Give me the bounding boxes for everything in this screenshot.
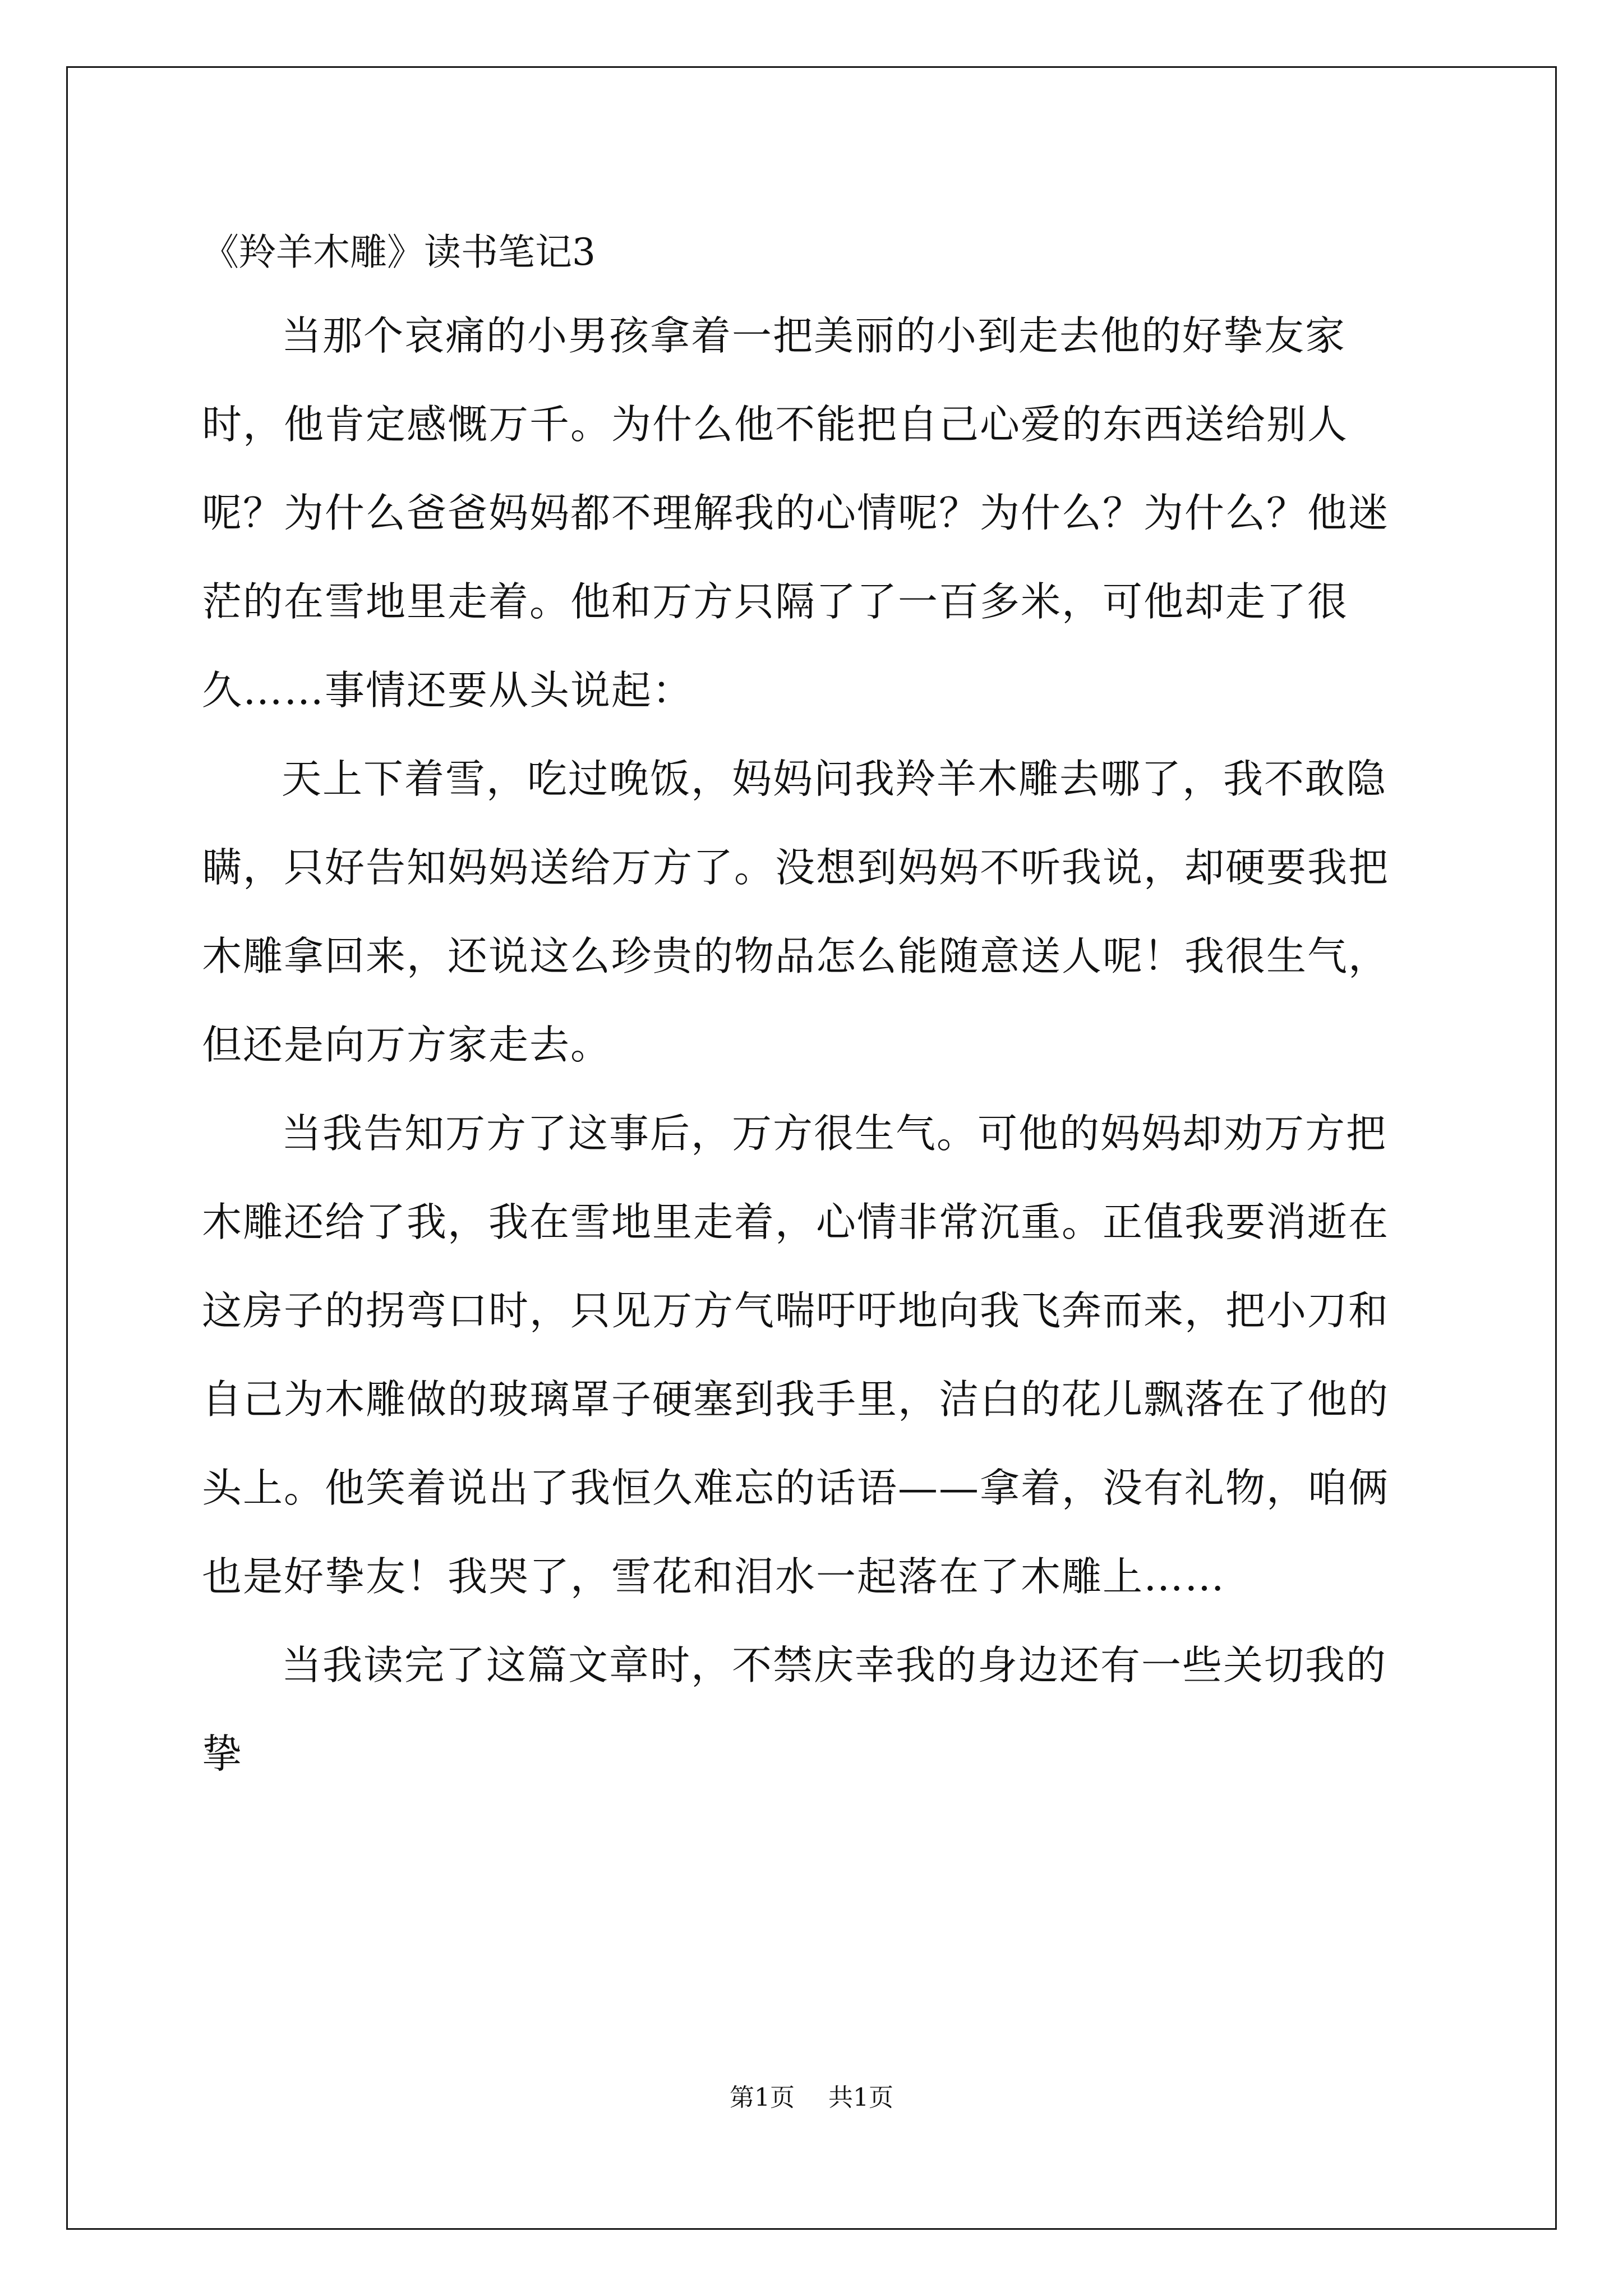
paragraph-2: 天上下着雪，吃过晚饭，妈妈问我羚羊木雕去哪了，我不敢隐瞒，只好告知妈妈送给万方了。没想到妈妈不听我说，却硬要我把木雕拿回来，还说这么珍贵的物品怎么能随意送人呢！我很生气，但还是向万方家走去。 <box>202 756 1390 1068</box>
paragraph-1: 当那个哀痛的小男孩拿着一把美丽的小到走去他的好挚友家时，他肯定感慨万千。为什么他不能把自己心爱的东西送给别人呢？为什么爸爸妈妈都不理解我的心情呢？为什么？为什么？他迷茫的在雪地里走着。他和万方只隔了了一百多米，可他却走了很久……事情还要从头说起： <box>202 312 1390 714</box>
paragraph-4: 当我读完了这篇文章时，不禁庆幸我的身边还有一些关切我的挚 <box>202 1642 1387 1777</box>
document-body <box>202 292 1424 1798</box>
page-number-current: 第1页 <box>730 2083 795 2112</box>
page-footer <box>0 2081 1623 2115</box>
page-number-total: 共1页 <box>828 2083 893 2112</box>
paragraph-3: 当我告知万方了这事后，万方很生气。可他的妈妈却劝万方把木雕还给了我，我在雪地里走着，心情非常沉重。正值我要消逝在这房子的拐弯口时，只见万方气喘吁吁地向我飞奔而来，把小刀和自己为木雕做的玻璃罩子硬塞到我手里，洁白的花儿飘落在了他的头上。他笑着说出了我恒久难忘的话语——拿着，没有礼物，咱俩也是好挚友！我哭了，雪花和泪水一起落在了木雕上…… <box>202 1110 1390 1600</box>
document-title: 《羚羊木雕》读书笔记3 <box>202 231 596 274</box>
